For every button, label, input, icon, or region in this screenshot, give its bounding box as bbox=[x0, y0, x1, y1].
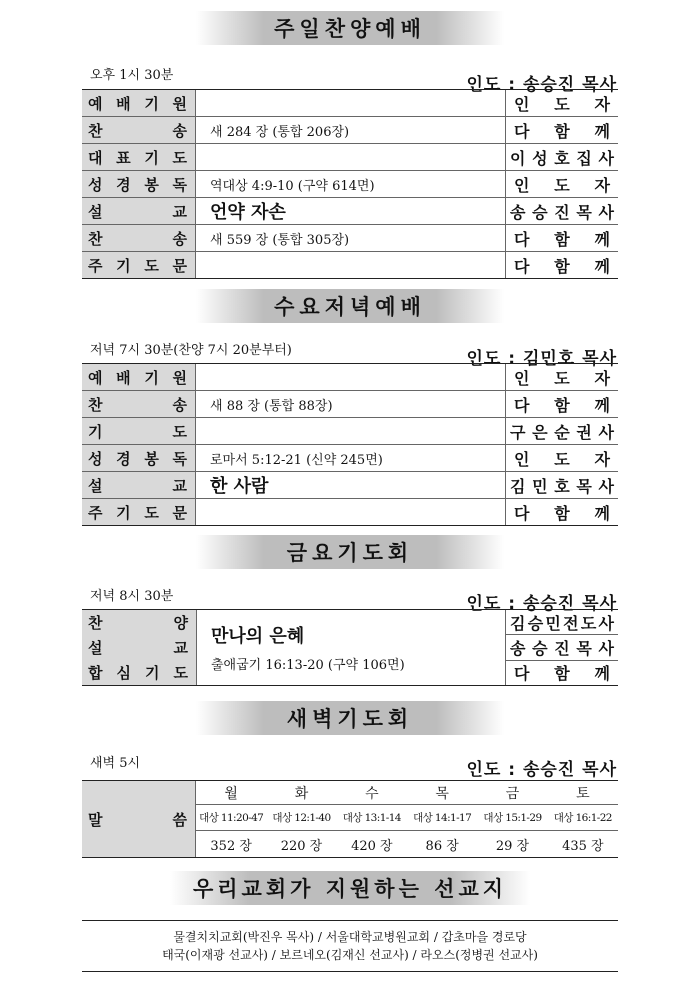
wednesday-row-label bbox=[82, 472, 196, 498]
person-char: 집 bbox=[576, 148, 592, 168]
person-char: 도 bbox=[554, 94, 570, 114]
sunday-row-person bbox=[506, 119, 618, 142]
label-char: 도 bbox=[144, 503, 159, 522]
label-char: 교 bbox=[173, 639, 188, 657]
person-char: 다 bbox=[514, 229, 530, 249]
wednesday-row-content bbox=[196, 418, 506, 444]
label-char: 말 bbox=[88, 810, 103, 829]
label-char: 교 bbox=[172, 476, 187, 495]
sunday-row-label bbox=[82, 225, 196, 251]
sunday-row bbox=[82, 198, 618, 225]
dawn-hymn-cell: 435 장 bbox=[562, 838, 604, 854]
label-char: 봉 bbox=[144, 175, 159, 194]
sunday-row-content: 새 284 장 (통합 206장) bbox=[196, 117, 506, 143]
person-char: 함 bbox=[554, 395, 570, 415]
sunday-row-person bbox=[506, 173, 618, 196]
person-char: 진 bbox=[554, 202, 570, 222]
person-char: 께 bbox=[594, 229, 610, 249]
dawn-title: 새벽기도회 bbox=[196, 701, 504, 735]
sunday-row bbox=[82, 90, 618, 117]
wednesday-row-content bbox=[196, 499, 506, 525]
person-char: 인 bbox=[514, 94, 530, 114]
person-char: 자 bbox=[594, 94, 610, 114]
friday-order-table bbox=[82, 609, 618, 686]
label-char: 문 bbox=[172, 256, 187, 275]
friday-row-label bbox=[82, 635, 196, 660]
person-char: 김 bbox=[510, 613, 526, 633]
label-char: 기 bbox=[144, 94, 159, 113]
wednesday-row bbox=[82, 391, 618, 418]
label-char: 문 bbox=[172, 503, 187, 522]
label-char: 대 bbox=[88, 148, 103, 167]
person-char: 권 bbox=[576, 422, 592, 442]
label-char: 독 bbox=[172, 449, 187, 468]
label-char: 도 bbox=[172, 422, 187, 441]
label-char: 표 bbox=[116, 148, 131, 167]
sunday-row bbox=[82, 225, 618, 252]
label-char: 양 bbox=[173, 614, 188, 632]
label-char: 씀 bbox=[172, 810, 187, 829]
dawn-day-cell: 수 bbox=[337, 781, 407, 805]
wednesday-row-content bbox=[196, 364, 506, 390]
wednesday-row-label bbox=[82, 391, 196, 417]
sunday-row-label bbox=[82, 171, 196, 197]
sunday-row bbox=[82, 171, 618, 198]
label-char: 교 bbox=[172, 202, 187, 221]
sunday-row-content bbox=[196, 144, 506, 170]
person-char: 자 bbox=[594, 175, 610, 195]
label-char: 봉 bbox=[144, 449, 159, 468]
sunday-row-person bbox=[506, 254, 618, 277]
wednesday-row bbox=[82, 472, 618, 499]
person-char: 사 bbox=[598, 613, 614, 633]
person-char: 순 bbox=[554, 422, 570, 442]
friday-title: 금요기도회 bbox=[196, 535, 504, 569]
wednesday-row bbox=[82, 499, 618, 525]
person-char: 민 bbox=[545, 613, 561, 633]
wednesday-leader: 인도 : 김민호 목사 bbox=[466, 349, 617, 369]
sunday-row-label bbox=[82, 252, 196, 278]
friday-sermon-title: 만나의 은혜 bbox=[211, 626, 305, 647]
friday-leader: 인도 : 송승진 목사 bbox=[466, 594, 617, 614]
wednesday-row-label bbox=[82, 499, 196, 525]
person-char: 다 bbox=[514, 121, 530, 141]
label-char: 기 bbox=[144, 148, 159, 167]
sunday-row-person bbox=[506, 200, 618, 223]
person-char: 께 bbox=[594, 121, 610, 141]
label-char: 기 bbox=[145, 664, 160, 682]
person-char: 김 bbox=[510, 476, 526, 496]
sunday-row-label bbox=[82, 117, 196, 143]
wednesday-row-label bbox=[82, 364, 196, 390]
label-char: 성 bbox=[88, 449, 103, 468]
person-char: 승 bbox=[527, 613, 544, 633]
wednesday-row-person bbox=[506, 447, 618, 470]
person-char: 진 bbox=[554, 638, 570, 658]
sunday-row-label bbox=[82, 90, 196, 116]
person-char: 승 bbox=[532, 638, 548, 658]
sunday-row-content: 역대상 4:9-10 (구약 614면) bbox=[196, 171, 506, 197]
sunday-row-content: 언약 자손 bbox=[196, 198, 506, 224]
wednesday-row-content: 로마서 5:12-21 (신약 245면) bbox=[196, 445, 506, 471]
mission-title: 우리교회가 지원하는 선교지 bbox=[170, 871, 530, 905]
label-char: 배 bbox=[116, 94, 131, 113]
label-char: 기 bbox=[116, 503, 131, 522]
person-char: 사 bbox=[598, 148, 614, 168]
dawn-pass-cell: 대상 15:1-29 bbox=[477, 805, 547, 831]
dawn-schedule-table bbox=[82, 780, 618, 858]
person-char: 인 bbox=[514, 368, 530, 388]
sunday-time: 오후 1시 30분 bbox=[90, 68, 174, 83]
person-char: 함 bbox=[554, 256, 570, 276]
dawn-time: 새벽 5시 bbox=[90, 756, 141, 771]
label-char: 합 bbox=[88, 664, 103, 682]
label-char: 찬 bbox=[88, 121, 103, 140]
sunday-row-person bbox=[506, 92, 618, 115]
friday-row-person bbox=[506, 610, 618, 635]
sunday-row-content bbox=[196, 90, 506, 116]
person-char: 목 bbox=[576, 476, 592, 496]
sunday-row-content bbox=[196, 252, 506, 278]
dawn-hymn-cell: 29 장 bbox=[495, 838, 530, 854]
friday-sermon-text: 출애굽기 16:13-20 (구약 106면) bbox=[211, 658, 405, 673]
dawn-pass-cell: 대상 11:20-47 bbox=[196, 805, 266, 831]
label-char: 도 bbox=[144, 256, 159, 275]
wednesday-row-content: 새 88 장 (통합 88장) bbox=[196, 391, 506, 417]
dawn-pass-cell: 대상 12:1-40 bbox=[266, 805, 336, 831]
wednesday-row-person bbox=[506, 501, 618, 524]
person-char: 성 bbox=[532, 148, 548, 168]
label-char: 원 bbox=[172, 368, 187, 387]
mission-line-2: 태국(이재광 선교사) / 보르네오(김재신 선교사) / 라오스(정병권 선교사) bbox=[162, 948, 538, 962]
label-char: 도 bbox=[172, 148, 187, 167]
person-char: 함 bbox=[554, 121, 570, 141]
wednesday-row-label bbox=[82, 418, 196, 444]
label-char: 배 bbox=[116, 368, 131, 387]
sunday-row-person bbox=[506, 146, 618, 169]
person-char: 께 bbox=[594, 503, 610, 523]
dawn-pass-cell: 대상 16:1-22 bbox=[548, 805, 618, 831]
person-char: 다 bbox=[514, 256, 530, 276]
person-char: 다 bbox=[514, 395, 530, 415]
person-char: 인 bbox=[514, 449, 530, 469]
person-char: 인 bbox=[514, 175, 530, 195]
person-char: 목 bbox=[576, 638, 592, 658]
person-char: 께 bbox=[594, 395, 610, 415]
label-char: 설 bbox=[88, 476, 103, 495]
person-char: 함 bbox=[554, 664, 570, 684]
mission-line-1: 물결치치교회(박진우 목사) / 서울대학교병원교회 / 갑초마을 경로당 bbox=[173, 930, 527, 944]
label-char: 찬 bbox=[88, 395, 103, 414]
person-char: 함 bbox=[554, 503, 570, 523]
person-char: 께 bbox=[594, 664, 610, 684]
wednesday-row bbox=[82, 364, 618, 391]
label-char: 기 bbox=[144, 368, 159, 387]
wednesday-order-table bbox=[82, 363, 618, 526]
wednesday-title: 수요저녁예배 bbox=[196, 289, 504, 323]
dawn-pass-cell: 대상 14:1-17 bbox=[407, 805, 477, 831]
dawn-hymn-cell: 86 장 bbox=[425, 838, 459, 854]
sunday-leader: 인도 : 송승진 목사 bbox=[466, 75, 617, 95]
dawn-day-cell: 목 bbox=[407, 781, 477, 805]
dawn-hymn-cell: 220 장 bbox=[280, 838, 323, 854]
label-char: 심 bbox=[116, 664, 131, 682]
person-char: 전 bbox=[563, 613, 579, 633]
wednesday-row-person bbox=[506, 366, 618, 389]
dawn-pass-cell: 대상 13:1-14 bbox=[337, 805, 407, 831]
label-char: 원 bbox=[172, 94, 187, 113]
person-char: 께 bbox=[594, 256, 610, 276]
sunday-row bbox=[82, 144, 618, 171]
wednesday-row bbox=[82, 418, 618, 445]
label-char: 경 bbox=[116, 449, 131, 468]
friday-time: 저녁 8시 30분 bbox=[90, 589, 174, 604]
label-char: 찬 bbox=[88, 229, 103, 248]
person-char: 도 bbox=[554, 175, 570, 195]
person-char: 사 bbox=[598, 202, 614, 222]
friday-row-person bbox=[506, 635, 618, 660]
label-char: 독 bbox=[172, 175, 187, 194]
dawn-day-cell: 월 bbox=[196, 781, 266, 805]
wednesday-time: 저녁 7시 30분(찬양 7시 20분부터) bbox=[90, 343, 292, 358]
person-char: 사 bbox=[598, 476, 614, 496]
person-char: 호 bbox=[554, 148, 570, 168]
friday-row-person bbox=[506, 661, 618, 685]
person-char: 자 bbox=[594, 449, 610, 469]
wednesday-row-content: 한 사람 bbox=[196, 472, 506, 498]
wednesday-row-person bbox=[506, 474, 618, 497]
person-char: 승 bbox=[532, 202, 548, 222]
person-char: 송 bbox=[510, 638, 526, 658]
person-char: 호 bbox=[554, 476, 570, 496]
sunday-row-content: 새 559 장 (통합 305장) bbox=[196, 225, 506, 251]
label-char: 예 bbox=[88, 94, 103, 113]
wednesday-row-person bbox=[506, 420, 618, 443]
wednesday-row bbox=[82, 445, 618, 472]
person-char: 구 bbox=[510, 422, 526, 442]
sunday-row-label bbox=[82, 198, 196, 224]
label-char: 주 bbox=[88, 256, 103, 275]
friday-row-label bbox=[82, 660, 196, 685]
sunday-row-person bbox=[506, 227, 618, 250]
sunday-title: 주일찬양예배 bbox=[196, 11, 504, 45]
label-char: 성 bbox=[88, 175, 103, 194]
label-char: 경 bbox=[116, 175, 131, 194]
label-char: 설 bbox=[88, 202, 103, 221]
person-char: 도 bbox=[580, 613, 597, 633]
person-char: 사 bbox=[598, 422, 614, 442]
person-char: 다 bbox=[514, 503, 530, 523]
label-char: 기 bbox=[88, 422, 103, 441]
sunday-row bbox=[82, 117, 618, 144]
person-char: 다 bbox=[514, 664, 530, 684]
person-char: 송 bbox=[510, 202, 526, 222]
mission-list bbox=[82, 920, 618, 972]
label-char: 주 bbox=[88, 503, 103, 522]
dawn-day-cell: 토 bbox=[548, 781, 618, 805]
label-char: 기 bbox=[116, 256, 131, 275]
person-char: 도 bbox=[554, 368, 570, 388]
wednesday-row-label bbox=[82, 445, 196, 471]
person-char: 도 bbox=[554, 449, 570, 469]
label-char: 송 bbox=[172, 121, 187, 140]
person-char: 이 bbox=[510, 148, 526, 168]
person-char: 사 bbox=[598, 638, 614, 658]
label-char: 설 bbox=[88, 639, 103, 657]
person-char: 목 bbox=[576, 202, 592, 222]
friday-row-label bbox=[82, 610, 196, 635]
sunday-row-label bbox=[82, 144, 196, 170]
label-char: 찬 bbox=[88, 614, 103, 632]
wednesday-row-person bbox=[506, 393, 618, 416]
dawn-label bbox=[82, 781, 196, 857]
dawn-hymn-cell: 352 장 bbox=[210, 838, 252, 854]
label-char: 송 bbox=[172, 229, 187, 248]
dawn-leader: 인도 : 송승진 목사 bbox=[466, 760, 617, 780]
dawn-day-cell: 금 bbox=[477, 781, 547, 805]
sunday-row bbox=[82, 252, 618, 278]
dawn-hymn-cell: 420 장 bbox=[351, 838, 393, 854]
person-char: 민 bbox=[532, 476, 548, 496]
label-char: 예 bbox=[88, 368, 103, 387]
label-char: 도 bbox=[173, 664, 188, 682]
person-char: 은 bbox=[532, 422, 548, 442]
person-char: 자 bbox=[594, 368, 610, 388]
person-char: 함 bbox=[554, 229, 570, 249]
label-char: 송 bbox=[172, 395, 187, 414]
sunday-order-table bbox=[82, 89, 618, 279]
dawn-day-cell: 화 bbox=[266, 781, 336, 805]
